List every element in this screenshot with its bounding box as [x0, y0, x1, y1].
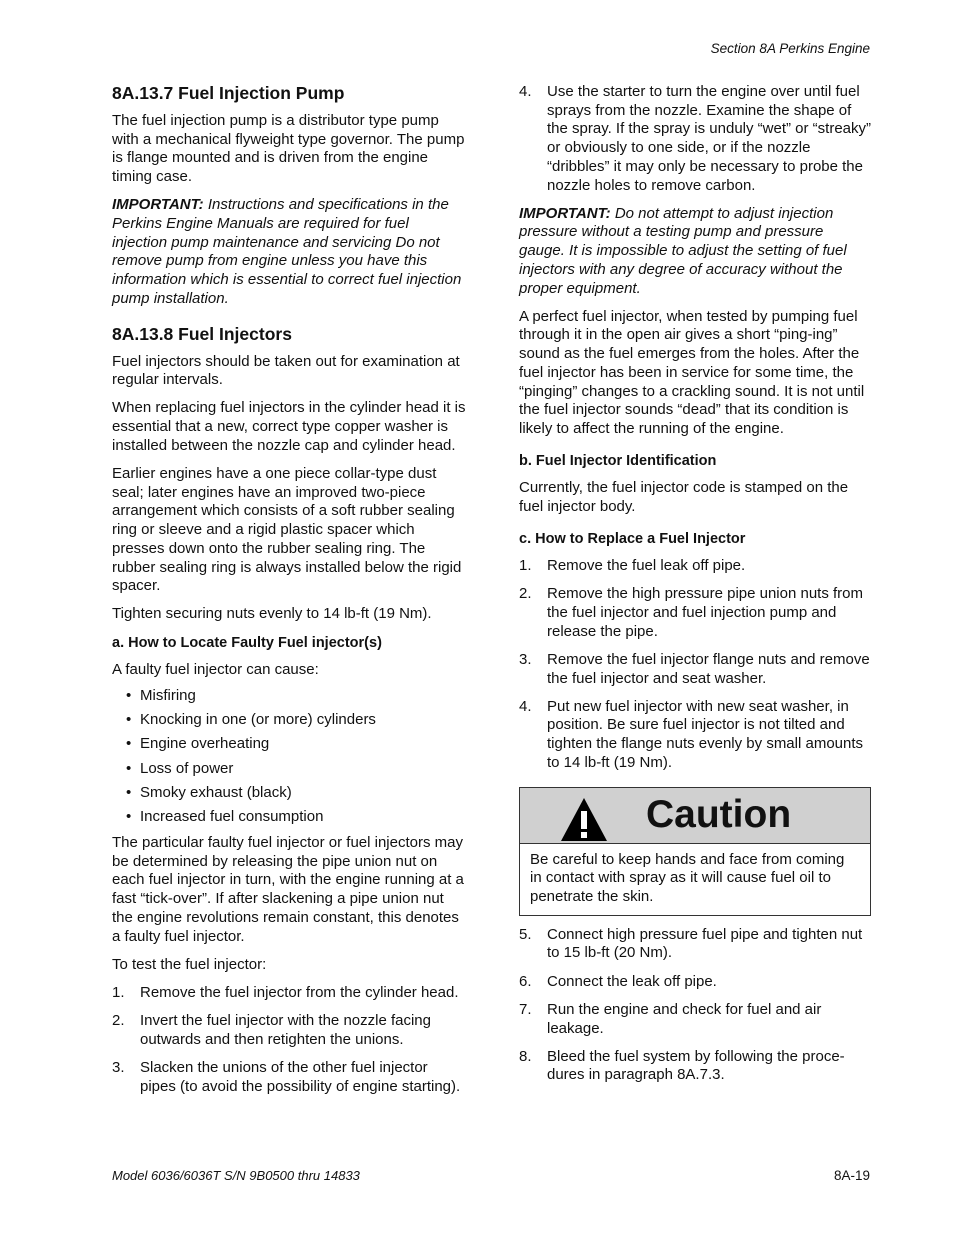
step-number: 5. [519, 925, 532, 943]
replace-steps-continued [519, 926, 871, 1085]
list-item: • Smoky exhaust (black) [112, 784, 466, 803]
injectors-paragraph-4: Tighten securing nuts evenly to 14 lb-ft (19 Nm). [112, 605, 432, 623]
list-item [519, 973, 871, 992]
pump-heading: 8A.13.7 Fuel Injection Pump [112, 83, 345, 103]
list-item [519, 83, 871, 195]
subheading-locate-faulty: a. How to Locate Faulty Fuel injector(s) [112, 634, 382, 651]
page-number: 8A-19 [833, 1168, 870, 1183]
perfect-injector-paragraph: A perfect fuel injector, when tested by pumping fuel through it in the open air gives a short “ping-ing” sound as the fuel emerges from the holes. After the fuel injector has been in service for some time, the “pinging” changes to a crackling sound. It is not until the fuel injector sounds “dead” that its condition is likely to affect the running of the engine. [519, 307, 865, 437]
step-number: 7. [519, 1000, 532, 1018]
list-item: • Loss of power [112, 760, 466, 779]
step-text: Connect the leak off pipe. [547, 972, 717, 990]
step-number: 4. [519, 697, 532, 715]
caution-box [519, 787, 871, 916]
step-text: Use the starter to turn the engine over until fuel sprays from the nozzle. Examine the shape of the spray. If the spray is unduly “wet” or “streaky” or obviously to one side, or if the nozzle “dribbles” it may only be necessary to probe the nozzle holes to remove carbon. [547, 83, 872, 194]
list-item: • Misfiring [112, 687, 466, 706]
step-text: Slacken the unions of the other fuel injector pipes (to avoid the possibility of engine starting). [140, 1059, 461, 1095]
fault-paragraph: The particular faulty fuel injector or fuel injectors may be determined by releasing the pipe union nut on each fuel injector in turn, with the engine running at a fast “tick-over”. If after slackening a pipe union nut the engine revolutions remain constant, this denotes a faulty fuel injector. [112, 834, 464, 945]
caution-title: Caution [646, 792, 792, 836]
list-item: • Engine overheating [112, 735, 466, 754]
step-number: 3. [519, 650, 532, 668]
step-number: 6. [519, 972, 532, 990]
step-number: 8. [519, 1047, 532, 1065]
fault-intro: A faulty fuel injector can cause: [112, 661, 319, 679]
injectors-paragraph-3: Earlier engines have a one piece collar-type dust seal; later engines have an improved two-piece arrangement which consists of a soft rubber sealing ring or sleeve and a rigid plastic spacer which presses down onto the rubber sealing ring. The rubber sealing ring is always installed below the rigid spacer. [112, 465, 462, 595]
pump-important-note [112, 196, 466, 308]
injectors-paragraph-1: Fuel injectors should be taken out for examination at regular intervals. [112, 352, 460, 389]
list-item [519, 1001, 871, 1038]
footer-model: Model 6036/6036T S/N 9B0500 thru 14833 [112, 1168, 360, 1183]
test-intro: To test the fuel injector: [112, 955, 267, 973]
list-item [112, 984, 466, 1003]
step-number: 1. [519, 557, 532, 575]
caution-header [520, 788, 870, 844]
list-item [112, 1012, 466, 1049]
page-header: Section 8A Perkins Engine [710, 41, 870, 56]
list-item: • Increased fuel consumption [112, 808, 466, 827]
important-text: Do not attempt to adjust injection pressure without a testing pump and pressure gauge. It is impossible to adjust the setting of fuel injectors with any degree of accuracy without the proper equipment. [519, 204, 847, 297]
pump-paragraph: The fuel injection pump is a distributor type pump with a mechanical flyweight type governor. The pump is flange mounted and is driven from the engine timing case. [112, 112, 465, 186]
important-text: Instructions and specifications in the Perkins Engine Manuals are required for fuel injection pump maintenance and servicing Do not remove pump from engine unless you have this information which is essential to correct fuel injection pump installation. [112, 196, 462, 307]
list-item [519, 698, 871, 773]
caution-text: Be careful to keep hands and face from coming in contact with spray as it will cause fuel oil to penetrate the skin. [530, 850, 845, 905]
step-text: Remove the fuel injector from the cylinder head. [140, 983, 459, 1001]
replace-steps [519, 557, 871, 773]
important-label: IMPORTANT: [519, 204, 611, 222]
test-steps-continued [519, 83, 871, 195]
step-number: 2. [519, 585, 532, 603]
step-number: 2. [112, 1012, 125, 1030]
subheading-identification: b. Fuel Injector Identification [519, 452, 717, 469]
list-item [519, 1048, 871, 1085]
right-column [519, 83, 871, 1095]
left-column [112, 83, 466, 1106]
step-text: Invert the fuel injector with the nozzle facing outwards and then retighten the unions. [140, 1012, 431, 1048]
step-text: Bleed the fuel system by following the proce-dures in paragraph 8A.7.3. [547, 1047, 845, 1084]
step-text: Run the engine and check for fuel and air leakage. [547, 1000, 822, 1037]
step-text: Remove the high pressure pipe union nuts from the fuel injector and fuel injection pump and release the pipe. [547, 585, 864, 640]
fault-list [112, 687, 466, 827]
step-text: Connect high pressure fuel pipe and tighten nut to 15 lb-ft (20 Nm). [547, 925, 863, 962]
step-text: Remove the fuel leak off pipe. [547, 557, 746, 575]
step-text: Remove the fuel injector flange nuts and remove the fuel injector and seat washer. [547, 650, 870, 687]
step-number: 4. [519, 83, 532, 100]
step-number: 3. [112, 1059, 125, 1077]
important-label: IMPORTANT: [112, 196, 204, 214]
list-item [519, 926, 871, 963]
subheading-replace: c. How to Replace a Fuel Injector [519, 530, 746, 547]
injectors-heading: 8A.13.8 Fuel Injectors [112, 323, 292, 344]
step-number: 1. [112, 983, 125, 1001]
warning-exclamation-icon [560, 797, 608, 842]
injection-important-note [519, 205, 871, 299]
list-item [519, 585, 871, 641]
test-steps [112, 984, 466, 1097]
injectors-paragraph-2: When replacing fuel injectors in the cylinder head it is essential that a new, correct type copper washer is installed between the nozzle cap and cylinder head. [112, 399, 466, 454]
list-item [519, 557, 871, 576]
list-item [519, 651, 871, 688]
step-text: Put new fuel injector with new seat washer, in position. Be sure fuel injector is not tilted and tighten the flange nuts evenly by small amounts to 14 lb-ft (19 Nm). [547, 697, 864, 771]
list-item [112, 1059, 466, 1096]
identification-paragraph: Currently, the fuel injector code is stamped on the fuel injector body. [519, 479, 849, 515]
list-item: • Knocking in one (or more) cylinders [112, 711, 466, 730]
